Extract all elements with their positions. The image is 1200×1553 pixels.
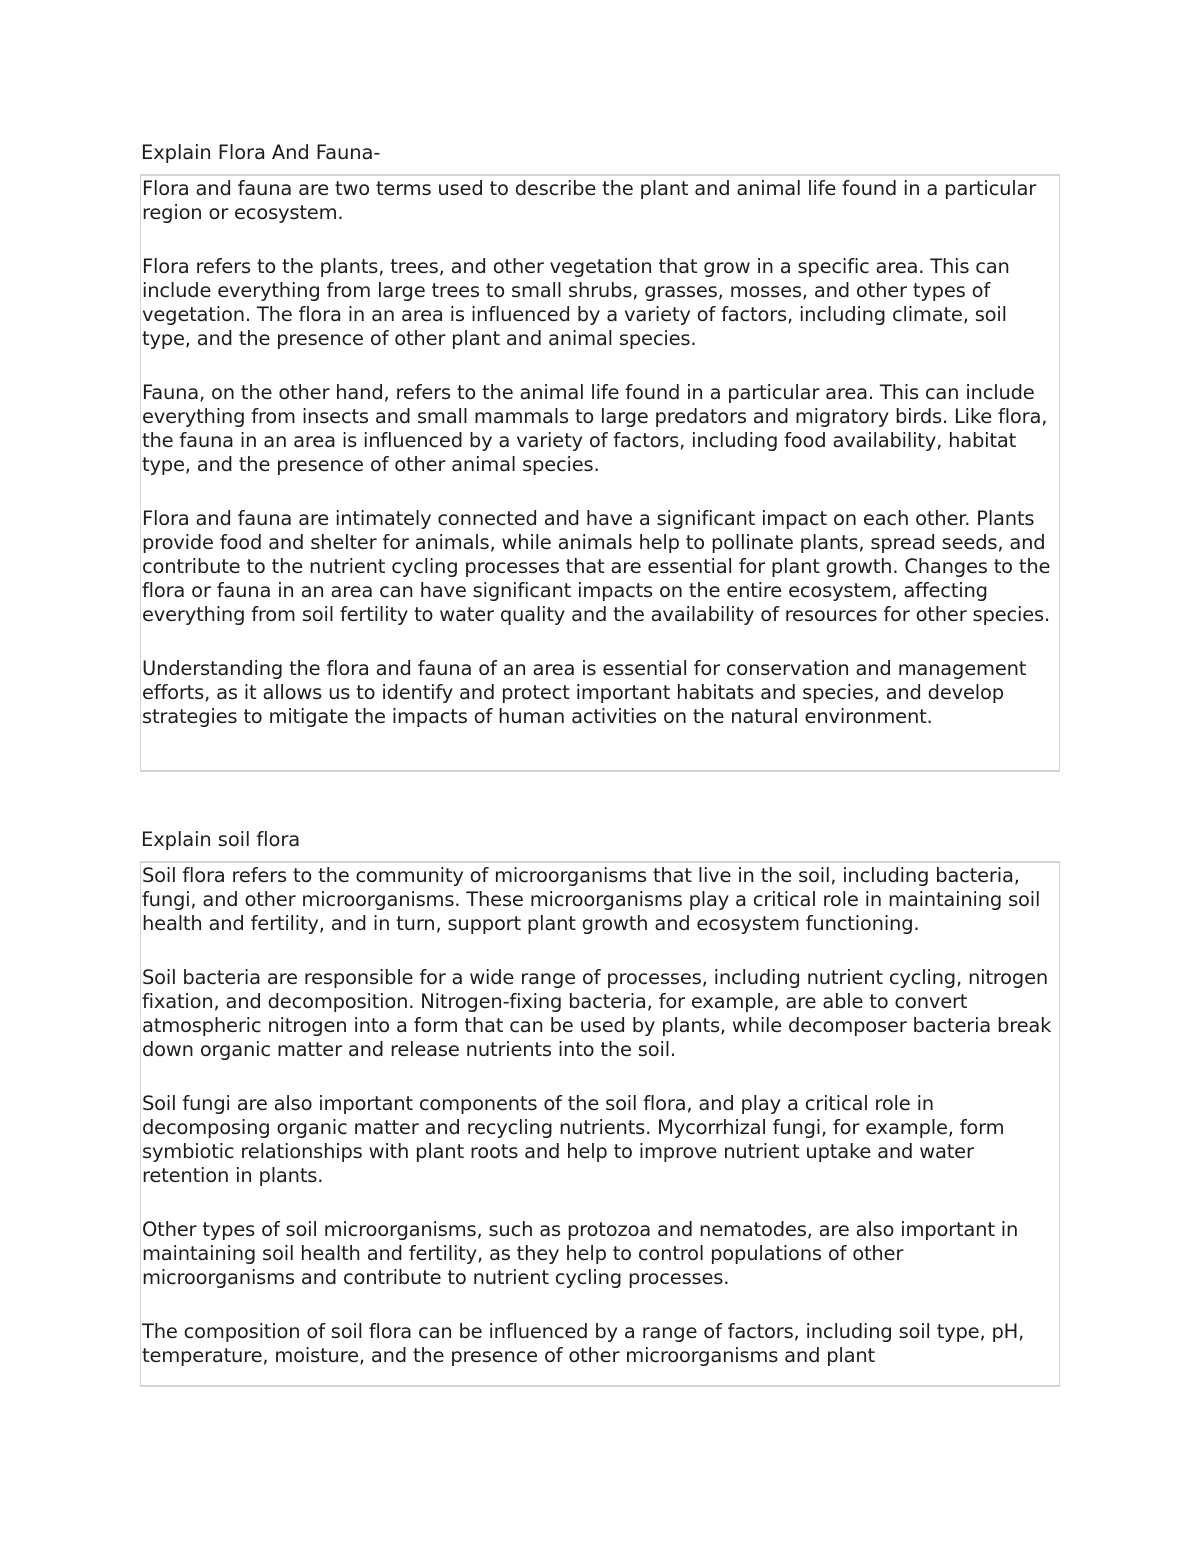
answer-paragraph: Soil bacteria are responsible for a wide range of processes, including nutrient cycling, nitrogen fixation, and decomposition. Nitrogen-fixing bacteria, for example, are able to convert atmospheric nitrogen into a form that can be used by plants, while decomposer bacteria break down organic matter and release nutrients into the soil. bbox=[142, 966, 1052, 1061]
answer-paragraph: Other types of soil microorganisms, such as protozoa and nematodes, are also important in maintaining soil health and fertility, as they help to control populations of other microorganisms and contribute to nutrient cycling processes. bbox=[142, 1218, 1019, 1289]
answer-paragraph: Fauna, on the other hand, refers to the animal life found in a particular area. This can include everything from insects and small mammals to large predators and migratory birds. Like flora, the fauna in an area is influenced by a variety of factors, including food availability, habitat type, and the presence of other animal species. bbox=[142, 381, 1048, 476]
question-heading: Explain soil flora bbox=[141, 828, 301, 851]
question-section-flora-fauna bbox=[140, 141, 1060, 772]
answer-paragraph: The composition of soil flora can be influenced by a range of factors, including soil type, pH, temperature, moisture, and the presence of other microorganisms and plant bbox=[142, 1320, 1025, 1367]
question-heading: Explain Flora And Fauna- bbox=[141, 141, 381, 164]
answer-text-box[interactable] bbox=[140, 174, 1060, 772]
answer-text-box[interactable] bbox=[140, 861, 1060, 1387]
answer-paragraph: Soil fungi are also important components of the soil flora, and play a critical role in decomposing organic matter and recycling nutrients. Mycorrhizal fungi, for example, form symbiotic relationships with plant roots and help to improve nutrient uptake and water retention in plants. bbox=[142, 1092, 1005, 1187]
answer-paragraph: Flora and fauna are two terms used to describe the plant and animal life found in a particular region or ecosystem. bbox=[142, 177, 1037, 224]
answer-paragraph: Soil flora refers to the community of microorganisms that live in the soil, including bacteria, fungi, and other microorganisms. These microorganisms play a critical role in maintaining soil health and fertility, and in turn, support plant growth and ecosystem functioning. bbox=[142, 864, 1041, 935]
answer-paragraph: Flora refers to the plants, trees, and other vegetation that grow in a specific area. This can include everything from large trees to small shrubs, grasses, mosses, and other types of vegetation. The flora in an area is influenced by a variety of factors, including climate, soil type, and the presence of other plant and animal species. bbox=[142, 255, 1010, 350]
question-section-soil-flora bbox=[140, 828, 1060, 1387]
answer-paragraph: Understanding the flora and fauna of an area is essential for conservation and management efforts, as it allows us to identify and protect important habitats and species, and develop strategies to mitigate the impacts of human activities on the natural environment. bbox=[142, 657, 1027, 728]
answer-paragraph: Flora and fauna are intimately connected and have a significant impact on each other. Plants provide food and shelter for animals, while animals help to pollinate plants, spread seeds, and contribute to the nutrient cycling processes that are essential for plant growth. Changes to the flora or fauna in an area can have significant impacts on the entire ecosystem, affecting everything from soil fertility to water quality and the availability of resources for other species. bbox=[142, 507, 1051, 626]
